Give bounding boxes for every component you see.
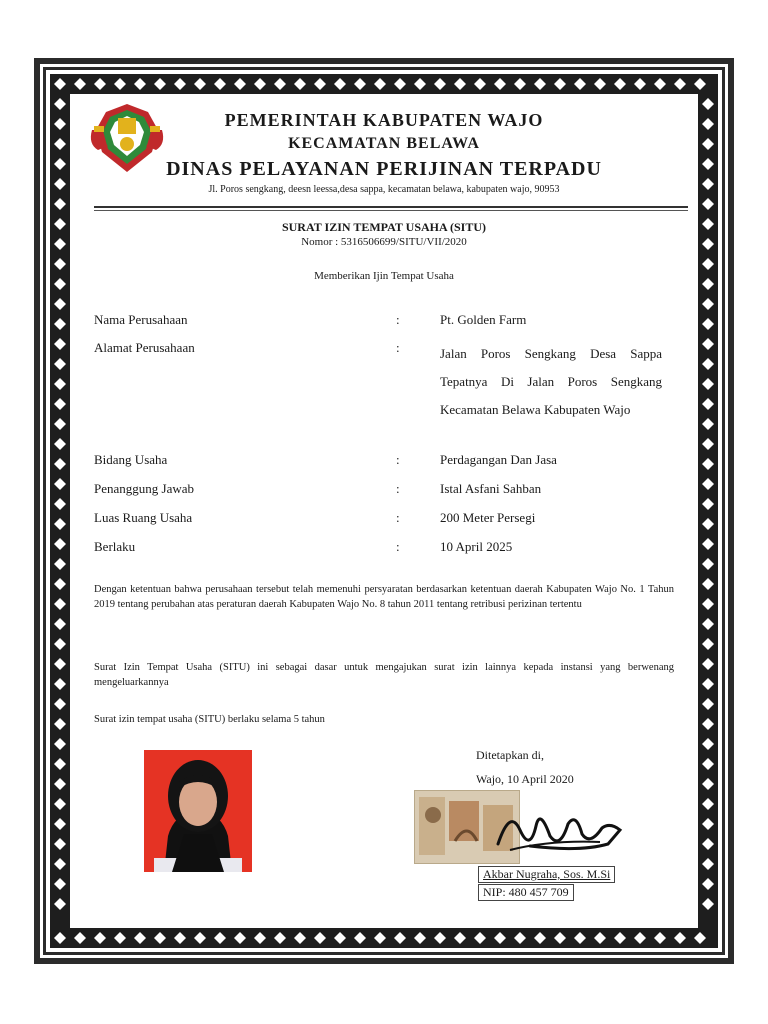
field-value-valid-until: 10 April 2025 <box>440 539 513 554</box>
field-colon: : <box>396 452 400 467</box>
header-divider-thin <box>94 210 688 211</box>
official-nip: NIP: 480 457 709 <box>478 884 574 901</box>
document-intro: Memberikan Ijin Tempat Usaha <box>314 270 454 282</box>
header-government-name: PEMERINTAH KABUPATEN WAJO <box>224 110 544 130</box>
header-district-name: KECAMATAN BELAWA <box>288 135 480 152</box>
field-colon: : <box>396 340 400 355</box>
field-label-business-field: Bidang Usaha <box>94 452 168 467</box>
field-colon: : <box>396 481 400 496</box>
header-divider <box>94 206 688 208</box>
signature-date: Wajo, 10 April 2020 <box>476 772 574 786</box>
field-label-company-address: Alamat Perusahaan <box>94 340 195 355</box>
official-name: Akbar Nugraha, Sos. M.Si <box>478 866 615 883</box>
document-title: SURAT IZIN TEMPAT USAHA (SITU) <box>281 220 487 234</box>
field-value-business-field: Perdagangan Dan Jasa <box>440 452 557 467</box>
field-value-business-area: 200 Meter Persegi <box>440 510 536 525</box>
header-agency-name: DINAS PELAYANAN PERIJINAN TERPADU <box>166 158 602 180</box>
signature-place: Ditetapkan di, <box>476 748 544 762</box>
document-number: Nomor : 5316506699/SITU/VII/2020 <box>301 236 467 248</box>
purpose-paragraph: Surat Izin Tempat Usaha (SITU) ini sebagai dasar untuk mengajukan surat izin lainnya kepada instansi yang berwenang mengeluarkannya <box>94 662 674 688</box>
field-value-company-name: Pt. Golden Farm <box>440 312 527 327</box>
validity-paragraph: Surat izin tempat usaha (SITU) berlaku selama 5 tahun <box>94 714 325 725</box>
field-label-company-name: Nama Perusahaan <box>94 312 188 327</box>
field-label-business-area: Luas Ruang Usaha <box>94 510 193 525</box>
official-signature <box>490 800 630 860</box>
field-value-person-in-charge: Istal Asfani Sahban <box>440 481 542 496</box>
field-value-company-address: Jalan Poros Sengkang Desa Sappa Tepatnya Di Jalan Poros Sengkang Kecamatan Belawa Kabupaten Wajo <box>440 346 662 417</box>
field-colon: : <box>396 539 400 554</box>
terms-paragraph: Dengan ketentuan bahwa perusahaan tersebut telah memenuhi persyaratan berdasarkan ketentuan daerah Kabupaten Wajo No. 1 Tahun 2019 tentang perubahan atas peraturan daerah Kabupaten Wajo No. 8 tahun 2011 tentang retribusi perizinan tertentu <box>94 584 674 610</box>
field-colon: : <box>396 510 400 525</box>
field-colon: : <box>396 312 400 327</box>
header-address: Jl. Poros sengkang, deesn leessa,desa sappa, kecamatan belawa, kabupaten wajo, 90953 <box>208 184 560 195</box>
field-label-person-in-charge: Penanggung Jawab <box>94 481 195 496</box>
field-label-valid-until: Berlaku <box>94 539 136 554</box>
applicant-photo <box>144 750 252 872</box>
